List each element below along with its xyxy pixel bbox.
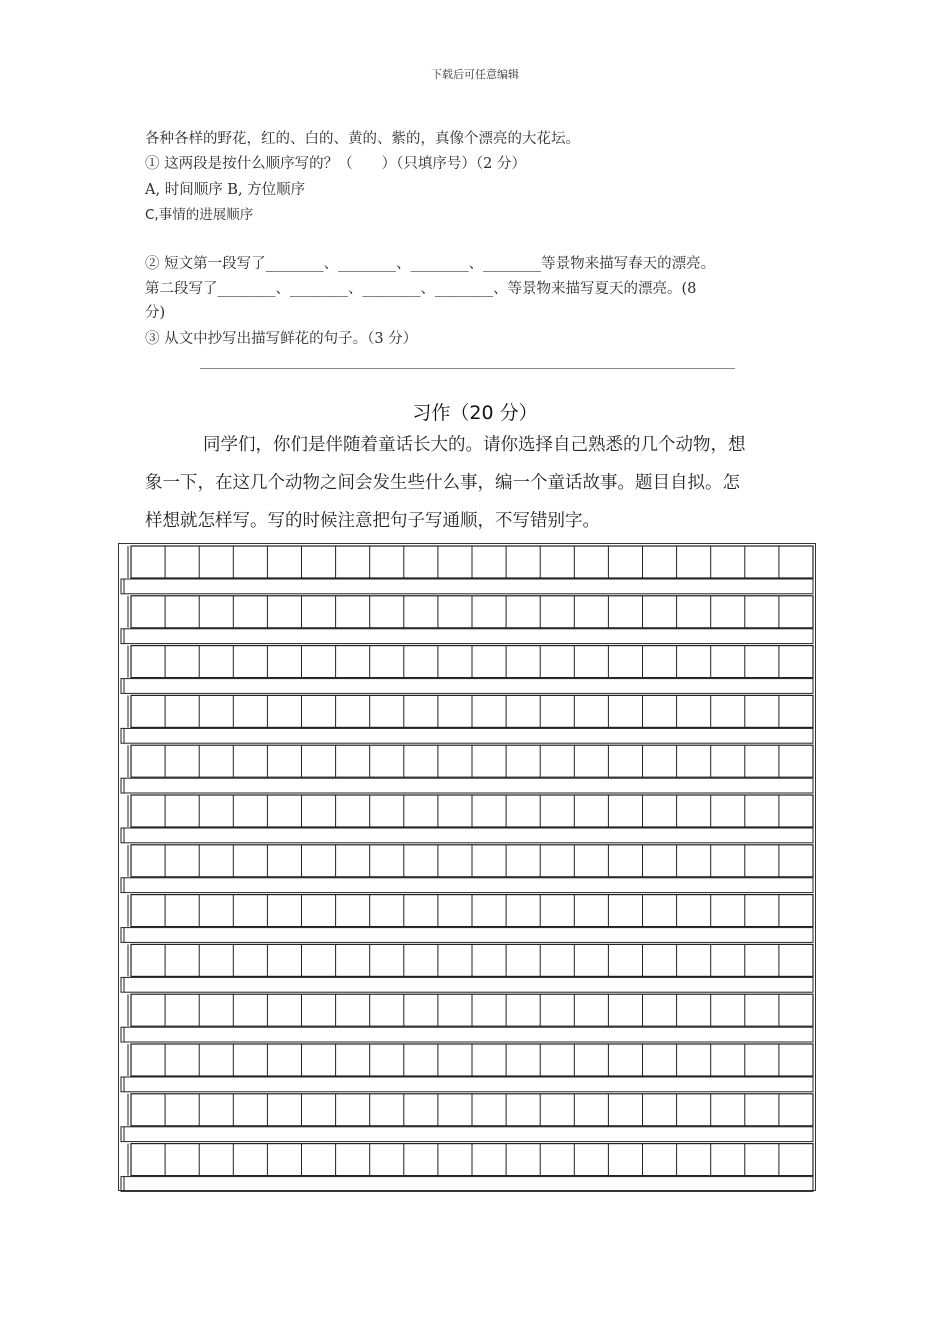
grid-row[interactable] [121,795,813,843]
grid-row[interactable] [121,944,813,992]
answer-line[interactable] [200,368,735,369]
passage-tail: 各种各样的野花，红的、白的、黄的、紫的，真像个漂亮的大花坛。 [145,131,580,147]
question-1: ① 这两段是按什么顺序写的？（ ）（只填序号）（2 分） [145,156,526,172]
grid-row[interactable] [121,745,813,793]
writing-grid[interactable] [118,543,816,1191]
question-1-option-c: C,事情的进展顺序 [145,207,254,223]
grid-row[interactable] [121,596,813,644]
page-header: 下载后可任意编辑 [431,68,519,81]
question-3: ③ 从文中抄写出描写鲜花的句子。（3 分） [145,331,418,347]
composition-prompt-line-3: 样想就怎样写。写的时候注意把句子写通顺，不写错别字。 [145,511,600,531]
grid-row[interactable] [121,1094,813,1142]
question-2-line-1: ② 短文第一段写了________、________、________、________等景物来描写春天的漂亮。 [145,256,716,272]
question-2-line-3: 分) [145,305,166,321]
composition-prompt-line-1: 同学们，你们是伴随着童话长大的。请你选择自己熟悉的几个动物，想 [203,435,746,455]
grid-row[interactable] [121,994,813,1042]
grid-row[interactable] [121,546,813,594]
composition-prompt-line-2: 象一下，在这几个动物之间会发生些什么事，编一个童话故事。题目自拟。怎 [145,473,740,493]
grid-row[interactable] [121,1044,813,1092]
grid-row[interactable] [121,845,813,893]
grid-row[interactable] [121,695,813,743]
question-2-line-2: 第二段写了________、________、________、________、等景物来描写夏天的漂亮。(8 [145,281,697,297]
question-1-options-ab: A, 时间顺序 B, 方位顺序 [145,182,306,198]
grid-row[interactable] [121,646,813,694]
grid-row[interactable] [121,895,813,943]
writing-grid-cells[interactable] [119,544,817,1192]
grid-row[interactable] [121,1144,813,1192]
composition-title: 习作（20 分） [412,402,538,424]
